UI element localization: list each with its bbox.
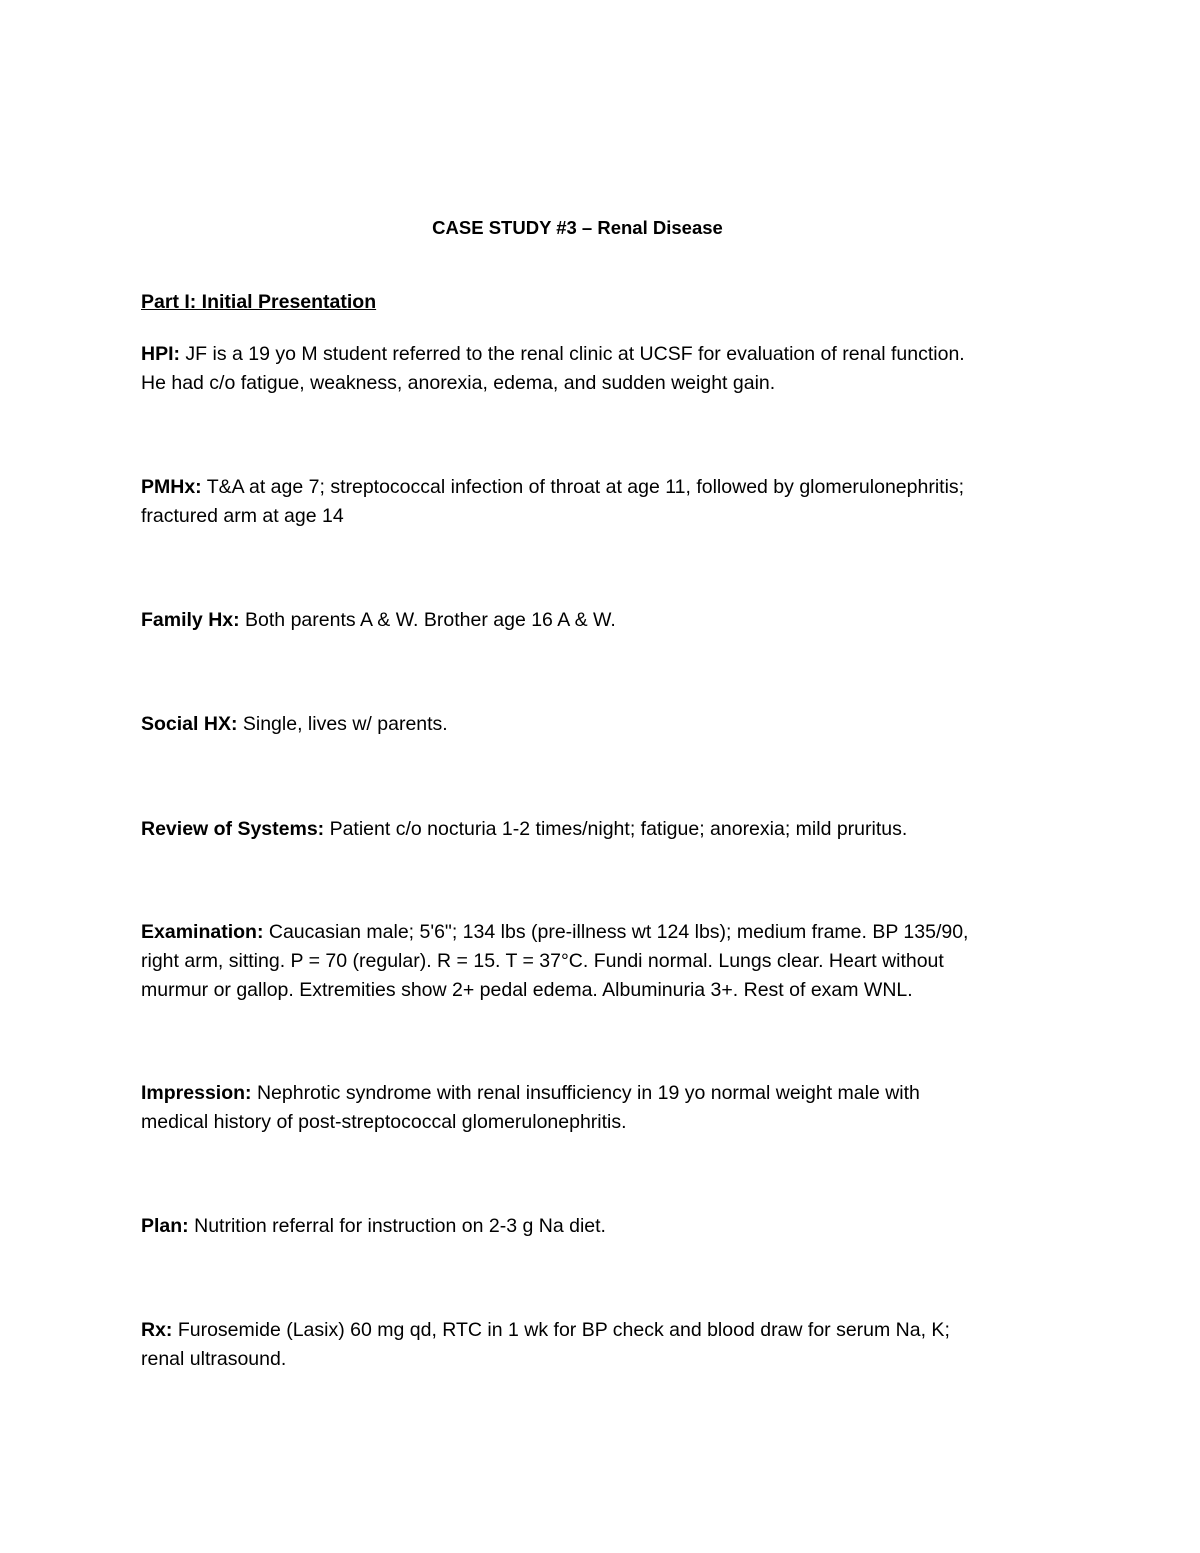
pmhx-text-1: T&A at age 7; streptococcal infection of throat at age 11, followed by glomerulonephritis; [201,476,965,498]
ros-label: Review of Systems: [141,818,325,840]
family-hx-section [141,606,1071,635]
rx-text-2: renal ultrasound. [141,1348,287,1370]
plan-line-1 [141,1212,1071,1241]
social-hx-section [141,710,1071,739]
impression-label: Impression: [141,1082,252,1104]
ros-text-1: Patient c/o nocturia 1-2 times/night; fatigue; anorexia; mild pruritus. [324,818,908,840]
family-hx-label: Family Hx: [141,609,240,631]
exam-label: Examination: [141,921,264,943]
pmhx-line-1 [141,473,1071,502]
hpi-text-1: JF is a 19 yo M student referred to the renal clinic at UCSF for evaluation of renal function. [180,343,965,365]
plan-section [141,1212,1071,1241]
exam-text-2: right arm, sitting. P = 70 (regular). R = 15. T = 37°C. Fundi normal. Lungs clear. Heart without [141,950,944,972]
family-hx-line-1 [141,606,1071,635]
plan-label: Plan: [141,1215,189,1237]
pmhx-section [141,473,1071,531]
social-hx-label: Social HX: [141,713,238,735]
exam-section [141,918,1071,1005]
pmhx-text-2: fractured arm at age 14 [141,505,344,527]
impression-text-2: medical history of post-streptococcal glomerulonephritis. [141,1111,627,1133]
hpi-label: HPI: [141,343,180,365]
document-title: CASE STUDY #3 – Renal Disease [432,217,723,238]
exam-text-3: murmur or gallop. Extremities show 2+ pedal edema. Albuminuria 3+. Rest of exam WNL. [141,979,913,1001]
rx-section [141,1316,1071,1374]
rx-line-1 [141,1316,1071,1345]
rx-text-1: Furosemide (Lasix) 60 mg qd, RTC in 1 wk for BP check and blood draw for serum Na, K; [172,1319,950,1341]
rx-label: Rx: [141,1319,173,1341]
family-hx-text-1: Both parents A & W. Brother age 16 A & W. [239,609,616,631]
exam-line-1 [141,918,1071,947]
hpi-line-1 [141,340,1071,369]
hpi-section [141,340,1071,398]
social-hx-text-1: Single, lives w/ parents. [237,713,448,735]
social-hx-line-1 [141,710,1071,739]
hpi-text-2: He had c/o fatigue, weakness, anorexia, edema, and sudden weight gain. [141,372,776,394]
part-heading: Part I: Initial Presentation [141,291,377,313]
impression-line-1 [141,1079,1071,1108]
exam-text-1: Caucasian male; 5'6"; 134 lbs (pre-illness wt 124 lbs); medium frame. BP 135/90, [263,921,969,943]
impression-text-1: Nephrotic syndrome with renal insufficiency in 19 yo normal weight male with [251,1082,920,1104]
plan-text-1: Nutrition referral for instruction on 2-3 g Na diet. [188,1215,606,1237]
pmhx-label: PMHx: [141,476,202,498]
impression-section [141,1079,1071,1137]
ros-line-1 [141,815,1071,844]
ros-section [141,815,1071,844]
